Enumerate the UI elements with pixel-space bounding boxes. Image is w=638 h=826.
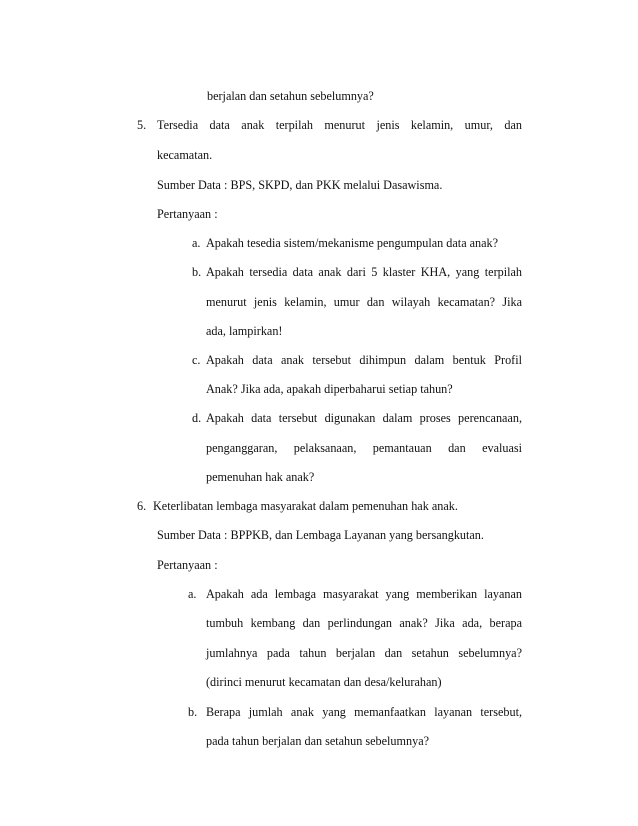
continuation-line: berjalan dan setahun sebelumnya? [207, 89, 374, 103]
question-5c-line-2: Anak? Jika ada, apakah diperbaharui setiap tahun? [206, 382, 453, 396]
question-5a-line-1: Apakah tesedia sistem/mekanisme pengumpulan data anak? [206, 236, 499, 250]
question-5d-line-2: penganggaran, pelaksanaan, pemantauan dan evaluasi [206, 441, 522, 455]
question-5a-label: a. [192, 236, 201, 250]
question-5c-line-1: Apakah data anak tersebut dihimpun dalam bentuk Profil [206, 353, 522, 367]
question-5b-line-1: Apakah tersedia data anak dari 5 klaster KHA, yang terpilah [206, 265, 522, 279]
question-5c-label: c. [192, 353, 201, 367]
question-6a-label: a. [188, 587, 197, 601]
question-6a-line-2: tumbuh kembang dan perlindungan anak? Jika ada, berapa [206, 616, 522, 630]
question-5d-line-3: pemenuhan hak anak? [206, 470, 315, 484]
item-6-title: Keterlibatan lembaga masyarakat dalam pemenuhan hak anak. [153, 499, 458, 513]
question-5d-line-1: Apakah data tersebut digunakan dalam proses perencanaan, [206, 411, 522, 425]
item-6-questions-heading: Pertanyaan : [157, 558, 218, 572]
question-6a-line-4: (dirinci menurut kecamatan dan desa/kelurahan) [206, 675, 442, 689]
item-6-source: Sumber Data : BPPKB, dan Lembaga Layanan yang bersangkutan. [157, 528, 484, 542]
item-5-title-line-2: kecamatan. [157, 148, 213, 162]
question-6b-label: b. [188, 705, 198, 719]
question-6b-line-2: pada tahun berjalan dan setahun sebelumnya? [206, 734, 430, 748]
item-5-source: Sumber Data : BPS, SKPD, dan PKK melalui Dasawisma. [157, 178, 443, 192]
item-6-number: 6. [137, 499, 147, 513]
question-5b-line-2: menurut jenis kelamin, umur dan wilayah kecamatan? Jika [206, 295, 522, 309]
question-5d-label: d. [192, 411, 202, 425]
question-5b-label: b. [192, 265, 202, 279]
item-5-title-line-1: Tersedia data anak terpilah menurut jenis kelamin, umur, dan [157, 118, 522, 132]
question-6b-line-1: Berapa jumlah anak yang memanfaatkan layanan tersebut, [206, 705, 522, 719]
question-6a-line-1: Apakah ada lembaga masyarakat yang memberikan layanan [206, 587, 522, 601]
question-6a-line-3: jumlahnya pada tahun berjalan dan setahun sebelumnya? [206, 646, 522, 660]
question-5b-line-3: ada, lampirkan! [206, 324, 283, 338]
item-5-number: 5. [137, 118, 147, 132]
item-5-questions-heading: Pertanyaan : [157, 207, 218, 221]
